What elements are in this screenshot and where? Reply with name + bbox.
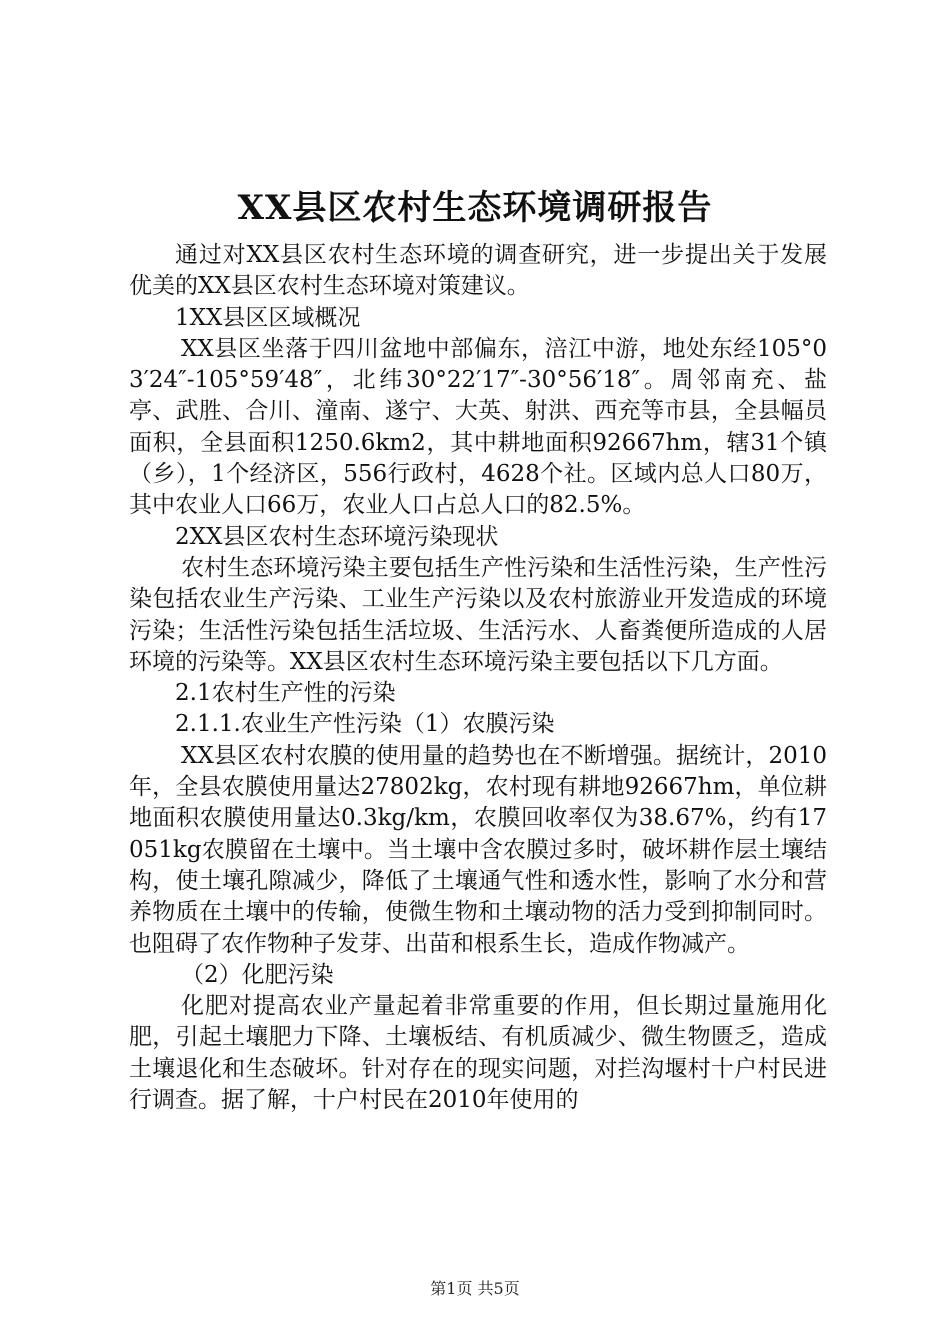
- paragraph-region-overview: XX县区坐落于四川盆地中部偏东，涪江中游，地处东经105°03′24″-105°59′48″，北纬30°22′17″-30°56′18″。周邻南充、盐亭、武胜、合川、潼南、遂宁、大英、射洪、西充等市县，全县幅员面积，全县面积1250.6km2，其中耕地面积92667hm，辖31个镇（乡），1个经济区，556行政村，4628个社。区域内总人口80万，其中农业人口66万，农业人口占总人口的82.5%。: [129, 335, 827, 519]
- section-heading-2-1-1: 2.1.1.农业生产性污染（1）农膜污染: [175, 711, 555, 738]
- document-title: XX县区农村生态环境调研报告: [237, 188, 713, 228]
- paragraph-pollution-status: 农村生态环境污染主要包括生产性污染和生活性污染，生产性污染包括农业生产污染、工业生产污染以及农村旅游业开发造成的环境污染；生活性污染包括生活垃圾、生活污水、人畜粪便所造成的人居环境的污染等。XX县区农村生态环境污染主要包括以下几方面。: [129, 554, 827, 675]
- intro-paragraph: 通过对XX县区农村生态环境的调查研究，进一步提出关于发展优美的XX县区农村生态环境对策建议。: [129, 242, 827, 300]
- paragraph-fertilizer-pollution: 化肥对提高农业产量起着非常重要的作用，但长期过量施用化肥，引起土壤肥力下降、土壤板结、有机质减少、微生物匮乏，造成土壤退化和生态破坏。针对存在的现实问题，对拦沟堰村十户村民进行调查。据了解，十户村民在2010年使用的: [129, 993, 827, 1114]
- page-footer: 第1页 共5页: [430, 1279, 520, 1298]
- section-heading-2: 2XX县区农村生态环境污染现状: [175, 523, 499, 550]
- paragraph-film-pollution: XX县区农村农膜的使用量的趋势也在不断增强。据统计，2010年，全县农膜使用量达27802kg，农村现有耕地92667hm，单位耕地面积农膜使用量达0.3kg/km，农膜回收率仅为38.67%，约有17051kg农膜留在土壤中。当土壤中含农膜过多时，破坏耕作层土壤结构，使土壤孔隙减少，降低了土壤通气性和透水性，影响了水分和营养物质在土壤中的传输，使微生物和土壤动物的活力受到抑制同时。也阻碍了农作物种子发芽、出苗和根系生长，造成作物减产。: [129, 742, 827, 957]
- section-heading-fertilizer: （2）化肥污染: [181, 961, 334, 988]
- document-body: [129, 240, 827, 1116]
- section-heading-2-1: 2.1农村生产性的污染: [175, 680, 396, 707]
- section-heading-1: 1XX县区区域概况: [175, 304, 361, 331]
